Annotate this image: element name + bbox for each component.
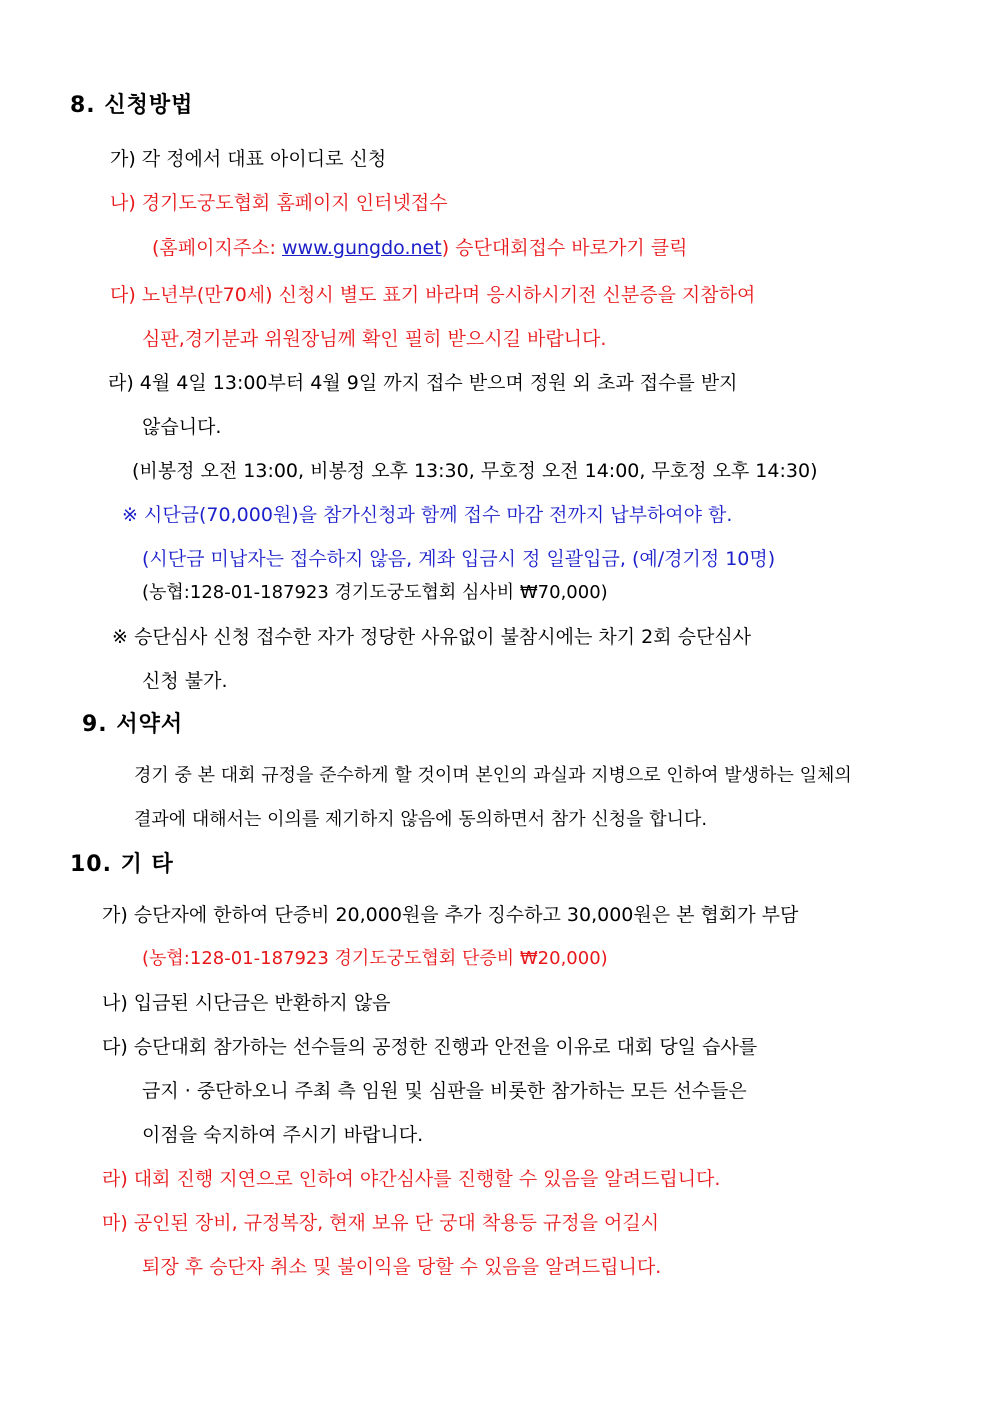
- section-10-item-a-line2: (농협:128-01-187923 경기도궁도협회 단증비 ₩20,000): [142, 948, 608, 969]
- section-8-item-b: 나) 경기도궁도협회 홈페이지 인터넷접수: [110, 192, 448, 214]
- section-8-item-a: 가) 각 정에서 대표 아이디로 신청: [110, 148, 387, 170]
- absence-note-line1: ※ 승단심사 신청 접수한 자가 정당한 사유없이 불참시에는 차기 2회 승단심사: [112, 626, 752, 648]
- section-10-item-c-line3: 이점을 숙지하여 주시기 바랍니다.: [142, 1124, 424, 1146]
- section-8-item-c-line2: 심판,경기분과 위원장님께 확인 필히 받으시길 바랍니다.: [142, 328, 607, 350]
- section-10-item-d: 라) 대회 진행 지연으로 인하여 야간심사를 진행할 수 있음을 알려드립니다.: [102, 1168, 721, 1190]
- section-8-item-d-line2: 않습니다.: [142, 416, 222, 438]
- section-10-item-e-line2: 퇴장 후 승단자 취소 및 불이익을 당할 수 있음을 알려드립니다.: [142, 1256, 662, 1278]
- absence-note-line2: 신청 불가.: [142, 670, 228, 692]
- section-10-title: 10. 기 타: [70, 852, 174, 877]
- section-8-item-c-line1: 다) 노년부(만70세) 신청시 별도 표기 바라며 응시하시기전 신분증을 지참하여: [110, 284, 756, 306]
- homepage-address-line: [152, 235, 687, 261]
- schedule-line: (비봉정 오전 13:00, 비봉정 오후 13:30, 무호정 오전 14:00, 무호정 오후 14:30): [132, 460, 818, 482]
- section-10-item-e-line1: 마) 공인된 장비, 규정복장, 현재 보유 단 궁대 착용등 규정을 어길시: [102, 1212, 660, 1234]
- homepage-address-suffix: ) 승단대회접수 바로가기 클릭: [441, 237, 688, 259]
- section-9-title: 9. 서약서: [82, 712, 184, 737]
- section-10-item-c-line2: 금지 · 중단하오니 주최 측 임원 및 심판을 비롯한 참가하는 모든 선수들은: [142, 1080, 747, 1102]
- section-10-item-a-line1: 가) 승단자에 한하여 단증비 20,000원을 추가 징수하고 30,000원은 본 협회가 부담: [102, 904, 799, 926]
- section-8-item-d-line1: 라) 4월 4일 13:00부터 4월 9일 까지 접수 받으며 정원 외 초과 접수를 받지: [108, 372, 738, 394]
- fee-note: ※ 시단금(70,000원)을 참가신청과 함께 접수 마감 전까지 납부하여야 함.: [122, 504, 733, 526]
- homepage-address-prefix: (홈페이지주소:: [152, 237, 282, 259]
- fee-account: (농협:128-01-187923 경기도궁도협회 심사비 ₩70,000): [142, 582, 608, 603]
- section-10-item-c-line1: 다) 승단대회 참가하는 선수들의 공정한 진행과 안전을 이유로 대회 당일 습사를: [102, 1036, 758, 1058]
- section-10-item-b: 나) 입금된 시단금은 반환하지 않음: [102, 992, 391, 1014]
- fee-note-detail: (시단금 미납자는 접수하지 않음, 계좌 입금시 정 일괄입금, (예/경기정 10명): [142, 548, 776, 570]
- pledge-line2: 결과에 대해서는 이의를 제기하지 않음에 동의하면서 참가 신청을 합니다.: [134, 809, 708, 830]
- section-8-title: 8. 신청방법: [70, 93, 194, 118]
- homepage-link[interactable]: www.gungdo.net: [281, 237, 442, 259]
- pledge-line1: 경기 중 본 대회 규정을 준수하게 할 것이며 본인의 과실과 지병으로 인하여 발생하는 일체의: [134, 765, 852, 786]
